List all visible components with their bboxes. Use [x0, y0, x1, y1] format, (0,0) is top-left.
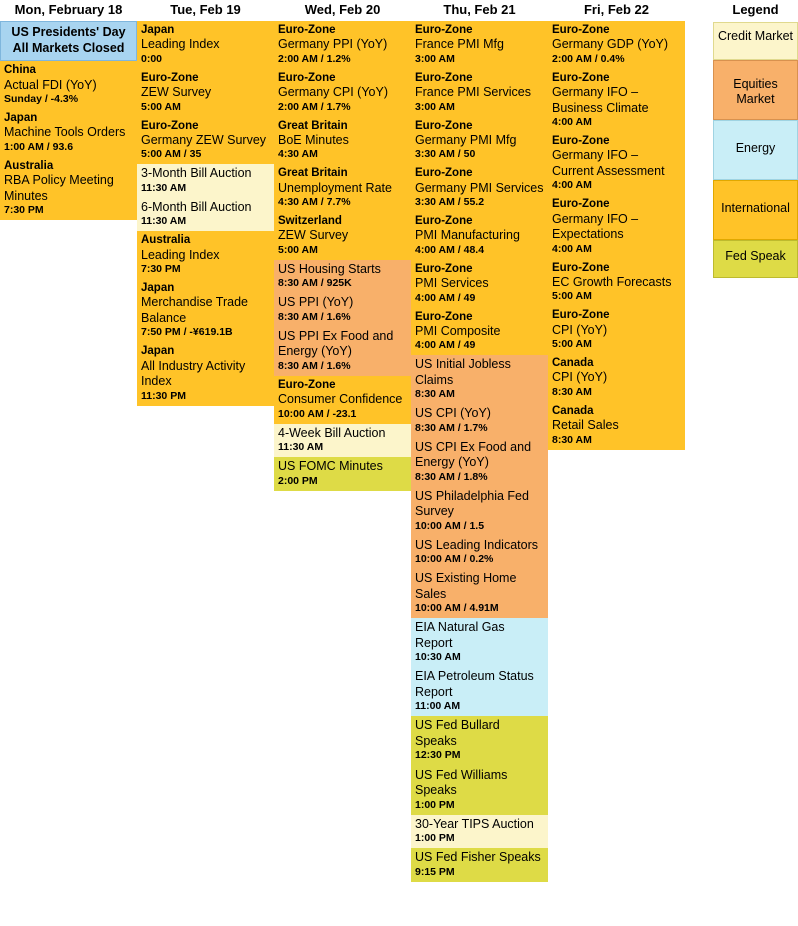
event-title: Machine Tools Orders [4, 125, 126, 140]
event-time-value: Sunday / -4.3% [4, 93, 79, 105]
calendar-event[interactable] [411, 164, 548, 212]
event-time-value: 5:00 AM [141, 100, 181, 113]
event-title: Germany CPI (YoY) [278, 85, 388, 100]
legend-title: Legend [732, 2, 779, 17]
event-group-international [0, 61, 137, 220]
calendar-event[interactable] [137, 69, 274, 117]
calendar-event[interactable] [548, 69, 685, 132]
day-column-1 [137, 21, 274, 882]
event-title: US CPI Ex Food and Energy (YoY) [415, 439, 532, 470]
event-time-value: 5:00 AM [552, 338, 592, 351]
event-time-value: 5:00 AM [552, 290, 592, 303]
calendar-event[interactable] [137, 342, 274, 405]
event-time-value: 2:00 AM / 1.2% [278, 52, 351, 65]
event-country: Euro-Zone [552, 309, 610, 322]
event-time-value: 10:00 AM / 1.5 [415, 519, 485, 532]
event-country: Euro-Zone [415, 24, 473, 36]
calendar-event[interactable] [411, 618, 548, 667]
calendar-event[interactable] [411, 404, 548, 438]
calendar-event[interactable] [548, 132, 685, 195]
event-time-value: 7:50 PM / -¥619.1B [141, 326, 233, 339]
event-country: Euro-Zone [415, 71, 473, 84]
event-country: Euro-Zone [415, 119, 473, 132]
event-title: Germany PPI (YoY) [278, 37, 388, 52]
event-title: US Philadelphia Fed Survey [415, 488, 529, 519]
event-title: Actual FDI (YoY) [4, 77, 97, 92]
event-group-fed [411, 716, 548, 814]
event-country: Euro-Zone [278, 378, 336, 391]
event-title: US Housing Starts [278, 261, 381, 276]
calendar-event[interactable] [411, 438, 548, 487]
event-time-value: 1:00 PM [415, 832, 455, 845]
event-country: China [4, 64, 36, 77]
event-title: US Initial Jobless Claims [415, 357, 511, 387]
event-country: Euro-Zone [278, 24, 336, 36]
event-title: US Existing Home Sales [415, 571, 517, 601]
event-title: US CPI (YoY) [415, 406, 491, 421]
event-group-credit [411, 815, 548, 849]
event-time-value: 11:30 AM [278, 441, 324, 454]
event-time-value: 8:30 AM / 1.6% [278, 359, 351, 372]
calendar-event[interactable] [274, 424, 411, 458]
event-title: RBA Policy Meeting Minutes [4, 173, 114, 203]
calendar-event[interactable] [137, 117, 274, 165]
event-title: Germany IFO – Business Climate [552, 85, 649, 115]
event-time-value: 11:30 AM [141, 181, 187, 194]
calendar-event[interactable] [411, 69, 548, 117]
calendar-event[interactable] [411, 487, 548, 536]
calendar-event[interactable] [548, 195, 685, 258]
event-title: US PPI Ex Food and Energy (YoY) [278, 328, 394, 359]
calendar-event[interactable] [411, 667, 548, 716]
event-time-value: 11:00 AM [415, 700, 461, 713]
event-title: PMI Manufacturing [415, 228, 520, 243]
event-country: Euro-Zone [141, 71, 199, 84]
event-title: US Fed Williams Speaks [415, 767, 508, 797]
calendar-event[interactable] [0, 109, 137, 157]
event-country: Australia [4, 159, 54, 172]
event-country: Great Britain [278, 167, 348, 180]
event-title: 30-Year TIPS Auction [415, 816, 534, 831]
event-title: US Leading Indicators [415, 537, 538, 552]
event-title: CPI (YoY) [552, 370, 608, 385]
calendar-event[interactable] [274, 212, 411, 260]
event-time-value: 8:30 AM / 1.7% [415, 421, 488, 434]
calendar-event[interactable] [0, 157, 137, 220]
event-country: Japan [4, 112, 38, 125]
event-time-value: 4:30 AM [278, 148, 318, 161]
calendar-event[interactable] [411, 21, 548, 69]
event-group-fed [411, 848, 548, 882]
calendar-event[interactable] [274, 293, 411, 327]
event-title: 6-Month Bill Auction [141, 199, 252, 214]
holiday-banner [0, 21, 137, 61]
event-group-international [411, 21, 548, 355]
calendar-event[interactable] [274, 327, 411, 376]
event-title: EIA Natural Gas Report [415, 620, 505, 650]
day-header-4: Fri, Feb 22 [548, 0, 685, 21]
event-title: Germany IFO – Expectations [552, 211, 639, 242]
calendar-event[interactable] [411, 117, 548, 165]
calendar-event[interactable] [274, 260, 411, 294]
legend-item-energy: Energy [713, 120, 798, 180]
event-country: Japan [141, 282, 175, 295]
calendar-event[interactable] [137, 231, 274, 279]
calendar-event[interactable] [411, 815, 548, 849]
event-time-value: 3:30 AM / 50 [415, 148, 476, 161]
event-title: France PMI Mfg [415, 37, 504, 52]
event-country: Euro-Zone [415, 262, 473, 275]
event-country: Great Britain [278, 119, 348, 132]
event-country: Euro-Zone [415, 310, 473, 323]
event-time-value: 12:30 PM [415, 749, 461, 762]
event-group-international [274, 21, 411, 260]
event-title: BoE Minutes [278, 132, 349, 147]
day-header-3: Thu, Feb 21 [411, 0, 548, 21]
day-header-0: Mon, February 18 [0, 0, 137, 21]
event-title: Leading Index [141, 247, 220, 262]
event-time-value: 4:00 AM [552, 116, 592, 129]
event-time-value: 8:30 AM [552, 385, 592, 398]
calendar-event[interactable] [411, 260, 548, 308]
legend-item-credit: Credit Market [713, 22, 798, 60]
event-time-value: 4:00 AM [552, 242, 592, 255]
event-group-equities [274, 260, 411, 376]
event-country: Euro-Zone [552, 198, 610, 211]
event-title: Consumer Confidence [278, 392, 403, 407]
event-group-international [548, 21, 685, 450]
event-country: Euro-Zone [552, 71, 610, 84]
calendar-event[interactable] [274, 457, 411, 491]
legend-item-fed-speak: Fed Speak [713, 240, 798, 278]
calendar-event[interactable] [411, 766, 548, 815]
event-title: US PPI (YoY) [278, 295, 354, 310]
calendar-event[interactable] [137, 164, 274, 198]
event-title: Germany IFO – Current Assessment [552, 148, 665, 178]
calendar-event[interactable] [0, 61, 137, 109]
event-time-value: 5:00 AM [278, 243, 318, 256]
event-title: Germany PMI Services [415, 180, 544, 195]
calendar-event[interactable] [411, 536, 548, 570]
calendar-event[interactable] [548, 354, 685, 402]
event-time-value: 5:00 AM / 35 [141, 148, 202, 161]
event-group-credit [274, 424, 411, 458]
event-title: Germany ZEW Survey [141, 132, 267, 147]
event-time-value: 4:30 AM / 7.7% [278, 196, 351, 209]
legend-item-international: International [713, 180, 798, 240]
event-time-value: 7:30 PM [4, 204, 44, 217]
legend-item-equities: Equities Market [713, 60, 798, 120]
calendar-event[interactable] [411, 716, 548, 765]
event-title: ZEW Survey [278, 228, 349, 243]
calendar-event[interactable] [548, 259, 685, 307]
calendar-event[interactable] [137, 21, 274, 69]
calendar-event[interactable] [548, 21, 685, 69]
event-title: EC Growth Forecasts [552, 274, 672, 289]
event-country: Euro-Zone [415, 215, 473, 228]
event-group-international [274, 376, 411, 424]
event-time-value: 2:00 AM / 1.7% [278, 100, 351, 113]
event-group-energy [411, 618, 548, 716]
day-column-4 [548, 21, 685, 882]
day-column-0 [0, 21, 137, 882]
calendar-event[interactable] [411, 569, 548, 618]
event-time-value: 9:15 PM [415, 865, 455, 878]
event-time-value: 11:30 PM [141, 389, 186, 402]
event-time-value: 4:00 AM / 49 [415, 291, 476, 304]
event-country: Euro-Zone [141, 119, 199, 132]
event-country: Euro-Zone [552, 24, 610, 36]
event-title: PMI Composite [415, 323, 501, 338]
event-country: Canada [552, 404, 594, 417]
calendar-event[interactable] [137, 279, 274, 342]
event-time-value: 2:00 AM / 0.4% [552, 52, 625, 65]
day-column-2 [274, 21, 411, 882]
calendar-event[interactable] [411, 355, 548, 404]
event-country: Switzerland [278, 215, 342, 228]
event-title: US Fed Fisher Speaks [415, 850, 541, 865]
event-time-value: 1:00 PM [415, 798, 455, 811]
calendar-event[interactable] [274, 21, 411, 69]
calendar-event[interactable] [548, 306, 685, 354]
event-title: Germany GDP (YoY) [552, 37, 669, 52]
event-group-credit [137, 164, 274, 231]
event-title: 4-Week Bill Auction [278, 425, 386, 440]
event-title: 3-Month Bill Auction [141, 166, 252, 181]
day-header-2: Wed, Feb 20 [274, 0, 411, 21]
event-time-value: 10:00 AM / 4.91M [415, 602, 499, 615]
calendar-event[interactable] [411, 212, 548, 260]
event-time-value: 8:30 AM [552, 433, 592, 446]
calendar-body-row [0, 21, 685, 882]
event-country: Euro-Zone [552, 135, 610, 148]
event-time-value: 10:30 AM [415, 651, 461, 664]
event-time-value: 1:00 AM / 93.6 [4, 140, 74, 153]
event-time-value: 8:30 AM / 1.6% [278, 310, 351, 323]
event-time-value: 2:00 PM [278, 474, 318, 487]
event-country: Japan [141, 24, 175, 36]
event-group-fed [274, 457, 411, 491]
calendar-event[interactable] [137, 198, 274, 232]
event-time-value: 3:00 AM [415, 52, 455, 65]
event-time-value: 3:30 AM / 55.2 [415, 196, 485, 209]
event-title: Unemployment Rate [278, 180, 392, 195]
calendar-event[interactable] [411, 848, 548, 882]
event-group-international [137, 231, 274, 405]
event-country: Australia [141, 234, 191, 247]
day-header-1: Tue, Feb 19 [137, 0, 274, 21]
event-title: CPI (YoY) [552, 322, 608, 337]
event-title: Germany PMI Mfg [415, 132, 517, 147]
event-group-equities [411, 355, 548, 618]
event-title: ZEW Survey [141, 85, 212, 100]
event-title: Retail Sales [552, 418, 619, 433]
event-title: All Industry Activity Index [141, 358, 246, 389]
event-title: US FOMC Minutes [278, 459, 383, 474]
event-country: Japan [141, 345, 175, 358]
event-time-value: 8:30 AM / 1.8% [415, 470, 488, 483]
event-group-international [137, 21, 274, 164]
legend [713, 0, 798, 278]
event-country: Euro-Zone [278, 71, 336, 84]
calendar-event[interactable] [274, 164, 411, 212]
event-country: Euro-Zone [552, 261, 610, 274]
event-country: Canada [552, 357, 594, 370]
calendar-event[interactable] [274, 69, 411, 117]
holiday-line: US Presidents' Day [11, 25, 126, 39]
calendar-event[interactable] [274, 117, 411, 165]
calendar-event[interactable] [548, 402, 685, 450]
event-title: EIA Petroleum Status Report [415, 669, 534, 699]
calendar-header-row [0, 0, 685, 21]
event-time-value: 4:00 AM / 49 [415, 339, 476, 352]
event-title: PMI Services [415, 276, 489, 291]
holiday-line: All Markets Closed [12, 40, 125, 55]
event-title: Leading Index [141, 37, 220, 52]
event-title: France PMI Services [415, 85, 532, 100]
event-time-value: 10:00 AM / 0.2% [415, 553, 494, 566]
calendar-event[interactable] [411, 308, 548, 356]
event-time-value: 11:30 AM [141, 215, 187, 228]
event-time-value: 0:00 [141, 52, 163, 65]
event-time-value: 8:30 AM [415, 388, 455, 401]
event-country: Euro-Zone [415, 167, 473, 180]
event-title: US Fed Bullard Speaks [415, 718, 500, 748]
event-time-value: 4:00 AM / 48.4 [415, 243, 485, 256]
event-time-value: 4:00 AM [552, 179, 592, 192]
calendar-event[interactable] [274, 376, 411, 424]
event-title: Merchandise Trade Balance [141, 295, 249, 325]
event-time-value: 7:30 PM [141, 263, 181, 276]
event-time-value: 8:30 AM / 925K [278, 277, 352, 290]
event-time-value: 3:00 AM [415, 100, 455, 113]
event-time-value: 10:00 AM / -23.1 [278, 407, 357, 420]
day-column-3 [411, 21, 548, 882]
